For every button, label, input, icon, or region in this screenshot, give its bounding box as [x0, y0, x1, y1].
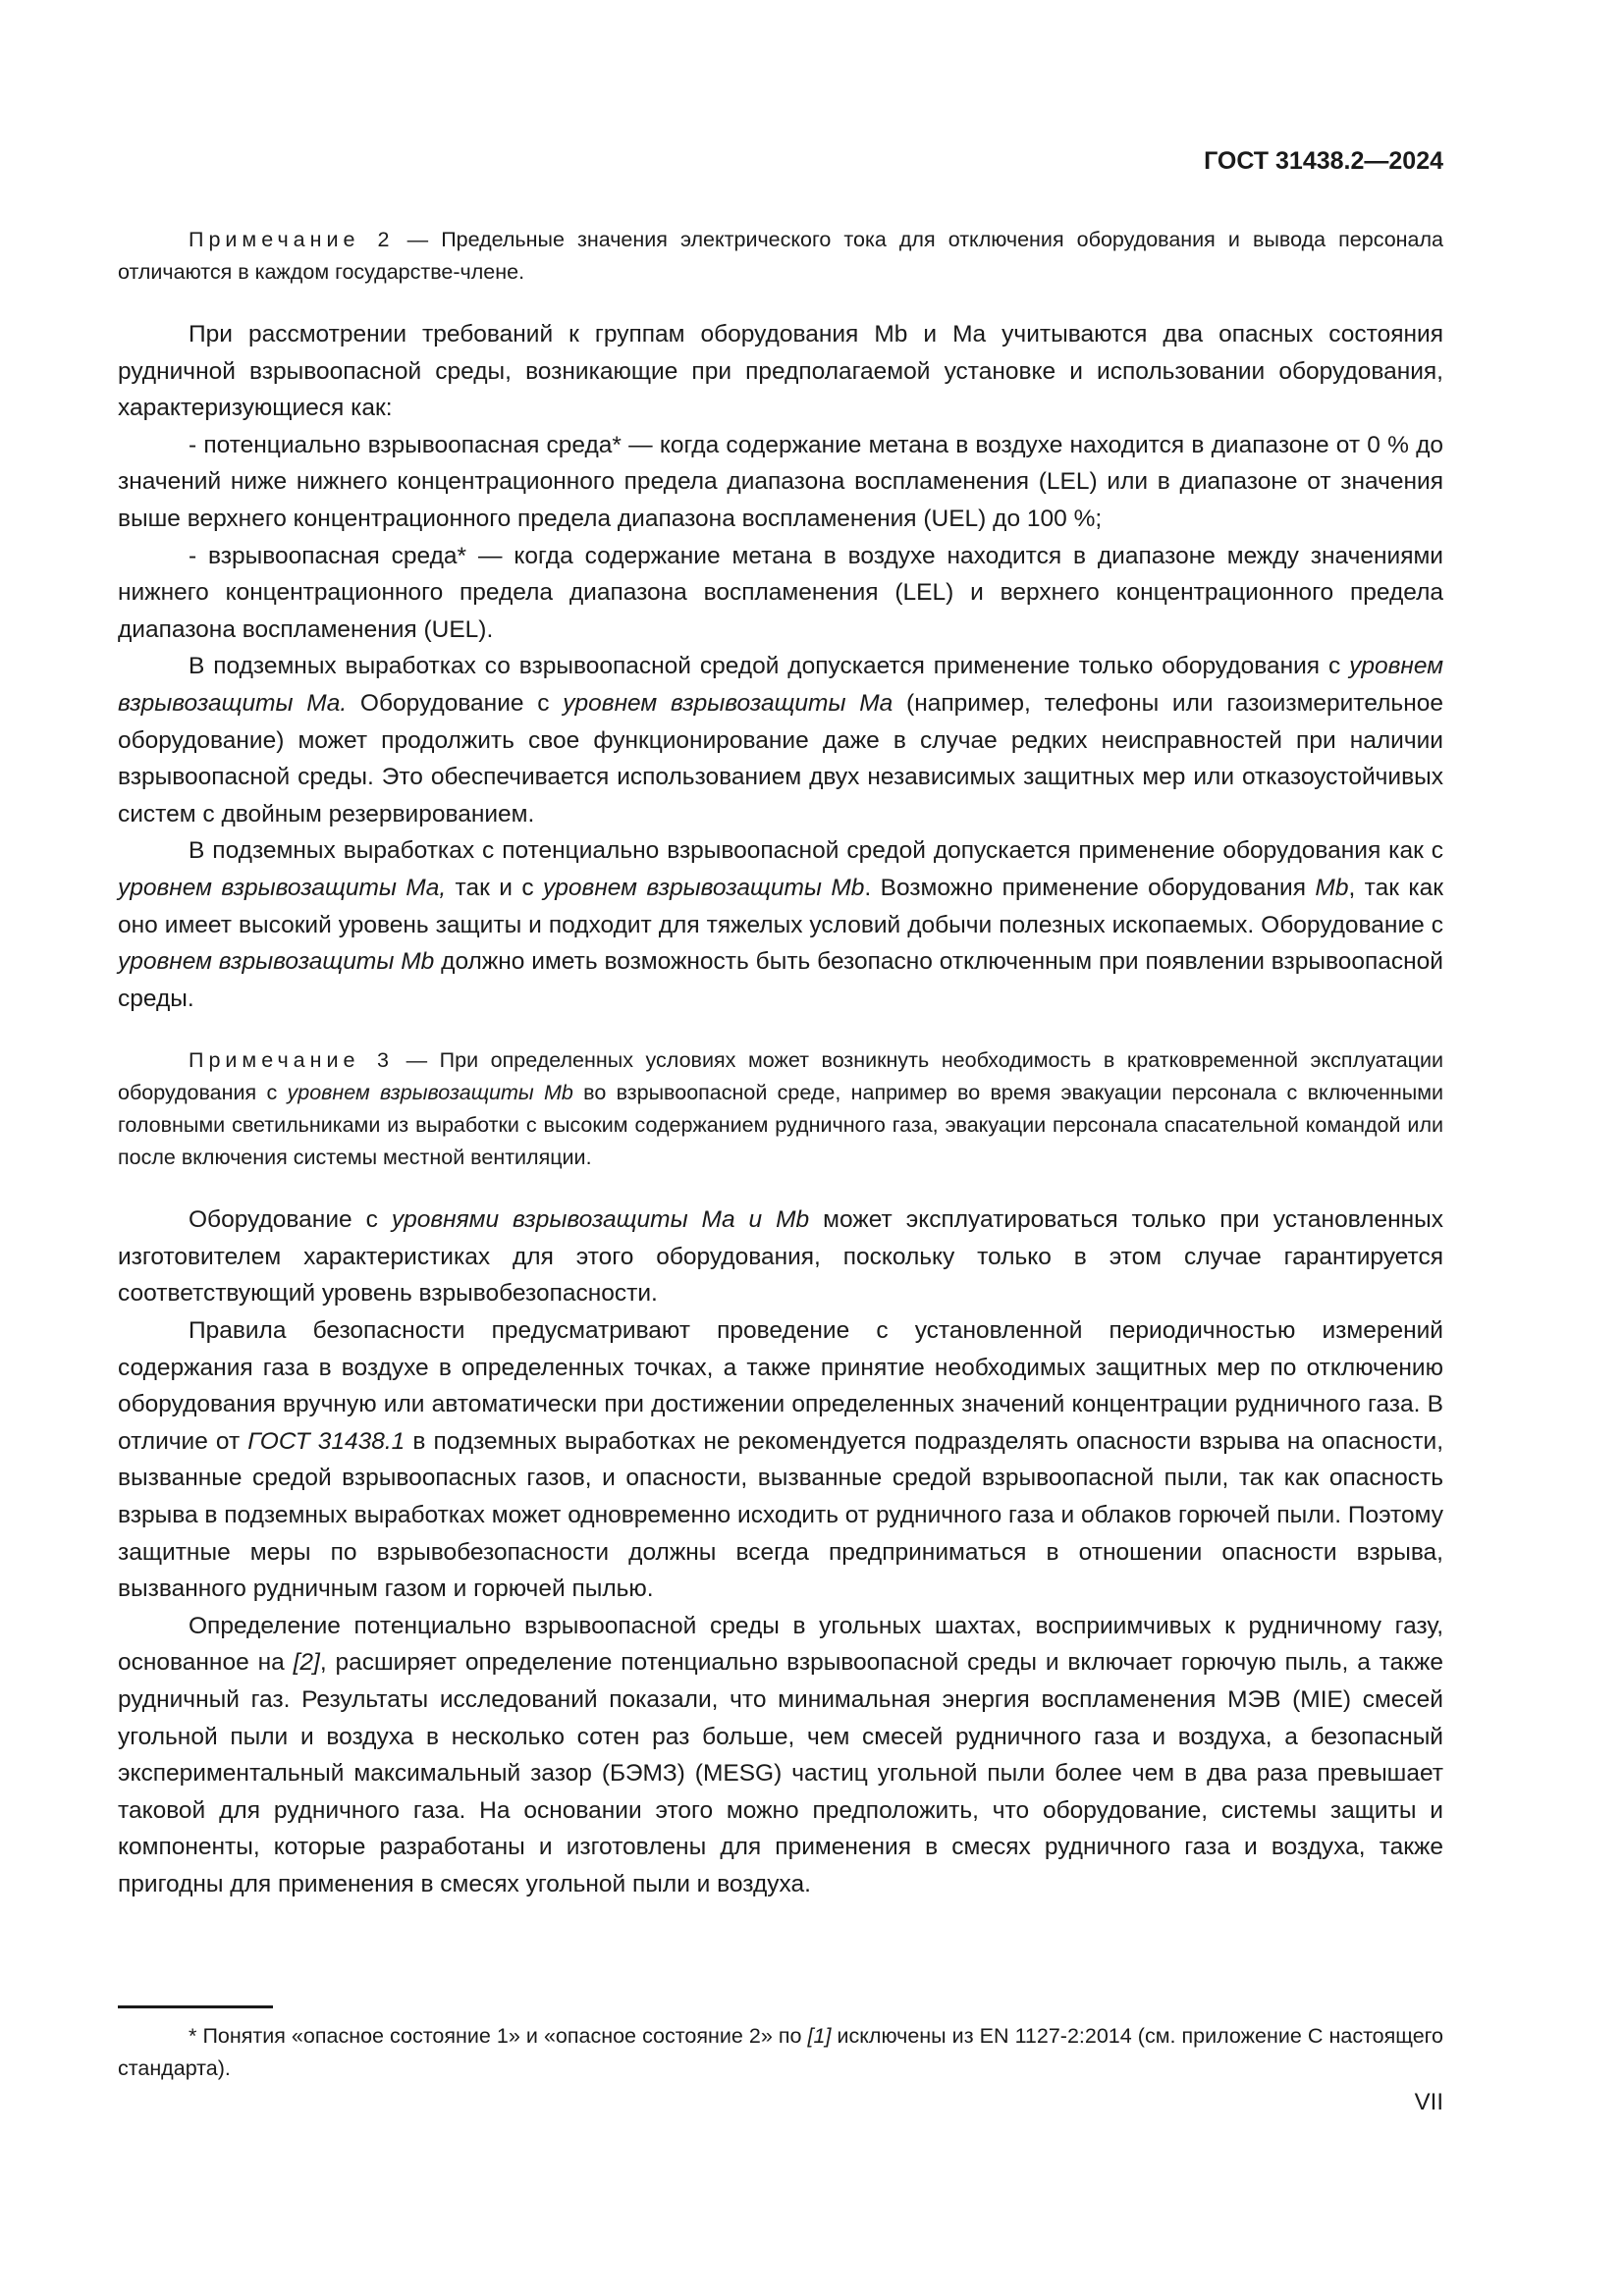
note-3: [118, 1044, 1443, 1174]
footnote-divider: [118, 2005, 273, 2008]
text: — При определенных условиях может возникнуть необходимость в кратковременной эксплуатации оборудования с: [118, 1048, 1444, 1105]
text: должно иметь возможность быть безопасно отключенным при появлении взрывоопасной среды.: [118, 948, 1443, 1012]
text: В подземных выработках с потенциально взрывоопасной средой допускается применение оборудования как с: [189, 837, 1443, 865]
text: исключены из EN 1127-2:2014 (см. приложение С настоящего стандарта).: [118, 2024, 1444, 2080]
footnote: [118, 2020, 1443, 2085]
text: Оборудование с: [347, 689, 564, 717]
text: может эксплуатироваться только при установленных изготовителем характеристиках для этого оборудования, поскольку только в этом случае гарантируется соответствующий уровень взрывобезопасности.: [118, 1206, 1444, 1308]
text: так и с: [446, 874, 544, 901]
text: При рассмотрении требований к группам оборудования Mb и Ma учитываются два опасных состояния рудничной взрывоопасной среды, возникающие при предполагаемой установке и использовании оборудования, характеризующиеся как:: [118, 321, 1443, 422]
document-header: ГОСТ 31438.2—2024: [1204, 147, 1443, 175]
text: , так как оно имеет высокий уровень защиты и подходит для тяжелых условий добычи полезных ископаемых. Оборудование с: [118, 874, 1443, 938]
text: В подземных выработках со взрывоопасной средой допускается применение только оборудования с: [189, 653, 1350, 680]
page-body: [118, 224, 1443, 1903]
text: Правила безопасности предусматривают проведение с установленной периодичностью измерений содержания газа в воздухе в определенных точках, а также принятие необходимых защитных мер по отключению оборудования вручную или автоматически при достижении определенных значений концентрации рудничного газа. В отличие от: [118, 1317, 1443, 1455]
standard-reference: ГОСТ 31438.1: [247, 1427, 406, 1455]
list-item: [118, 538, 1443, 649]
paragraph: [118, 1312, 1443, 1608]
italic-term: уровнем взрывозащиты Ma: [563, 689, 893, 717]
text: во взрывоопасной среде, например во время эвакуации персонала с включенными головными светильниками из выработки с высоким содержанием рудничного газа, эвакуации персонала спасательной командой или после включения системы местной вентиляции.: [118, 1081, 1444, 1170]
note-label: Примечание 2: [189, 228, 395, 251]
paragraph: [118, 316, 1443, 427]
italic-term: уровнем взрывозащиты Mb: [118, 948, 435, 976]
text: . Возможно применение оборудования: [864, 874, 1316, 901]
bibliography-reference: [2]: [293, 1649, 320, 1677]
italic-term: Mb: [1315, 874, 1349, 901]
paragraph: [118, 1201, 1443, 1312]
italic-term: уровнями взрывозащиты Ma и Mb: [391, 1206, 810, 1234]
paragraph: [118, 832, 1443, 1017]
text: Определение потенциально взрывоопасной среды в угольных шахтах, восприимчивых к рудничному газу, основанное на: [118, 1612, 1443, 1677]
text: * Понятия «опасное состояние 1» и «опасное состояние 2» по: [189, 2024, 808, 2048]
note-text: — Предельные значения электрического тока для отключения оборудования и вывода персонала отличаются в каждом государстве-члене.: [118, 228, 1444, 284]
text: в подземных выработках не рекомендуется подразделять опасности взрыва на опасности, вызванные средой взрывоопасных газов, и опасности, вызванные средой взрывоопасной пыли, так как опасность взрыва в подземных выработках может одновременно исходить от рудничного газа и облаков горючей пыли. Поэтому защитные меры по взрывобезопасности должны всегда предприниматься в отношении опасности взрыва, вызванного рудничным газом и горючей пылью.: [118, 1427, 1443, 1603]
italic-term: уровнем взрывозащиты Ma,: [118, 874, 447, 901]
text: Оборудование с: [189, 1206, 392, 1234]
list-item: [118, 427, 1443, 538]
paragraph: [118, 1608, 1443, 1903]
bibliography-reference: [1]: [807, 2024, 832, 2048]
text: - взрывоопасная среда* — когда содержание метана в воздухе находится в диапазоне между значениями нижнего концентрационного предела диапазона воспламенения (LEL) и верхнего концентрационного предела диапазона воспламенения (UEL).: [118, 542, 1443, 643]
italic-term: уровнем взрывозащиты Ma.: [118, 653, 1443, 717]
italic-term: уровнем взрывозащиты Mb: [543, 874, 865, 901]
italic-term: уровнем взрывозащиты Mb: [287, 1081, 573, 1105]
note-label: Примечание 3: [189, 1048, 394, 1073]
text: (например, телефоны или газоизмерительное оборудование) может продолжить свое функционирование даже в случае редких неисправностей при наличии взрывоопасной среды. Это обеспечивается использованием двух независимых защитных мер или отказоустойчивых систем с двойным резервированием.: [118, 689, 1443, 828]
page-number: VII: [1414, 2089, 1443, 2115]
paragraph: [118, 648, 1443, 832]
text: - потенциально взрывоопасная среда* — когда содержание метана в воздухе находится в диапазоне от 0 % до значений ниже нижнего концентрационного предела диапазона воспламенения (LEL) или в диапазоне от значения выше верхнего концентрационного предела диапазона воспламенения (UEL) до 100 %;: [118, 431, 1443, 532]
note-2: [118, 224, 1443, 289]
text: , расширяет определение потенциально взрывоопасной среды и включает горючую пыль, а также рудничный газ. Результаты исследований показали, что минимальная энергия воспламенения МЭВ (MIE) смесей угольной пыли и воздуха в несколько сотен раз больше, чем смесей рудничного газа и воздуха, а безопасный экспериментальный максимальный зазор (БЭМЗ) (MESG) частиц угольной пыли более чем в два раза превышает таковой для рудничного газа. На основании этого можно предположить, что оборудование, системы защиты и компоненты, которые разработаны и изготовлены для применения в смесях рудничного газа и воздуха, также пригодны для применения в смесях угольной пыли и воздуха.: [118, 1649, 1443, 1897]
